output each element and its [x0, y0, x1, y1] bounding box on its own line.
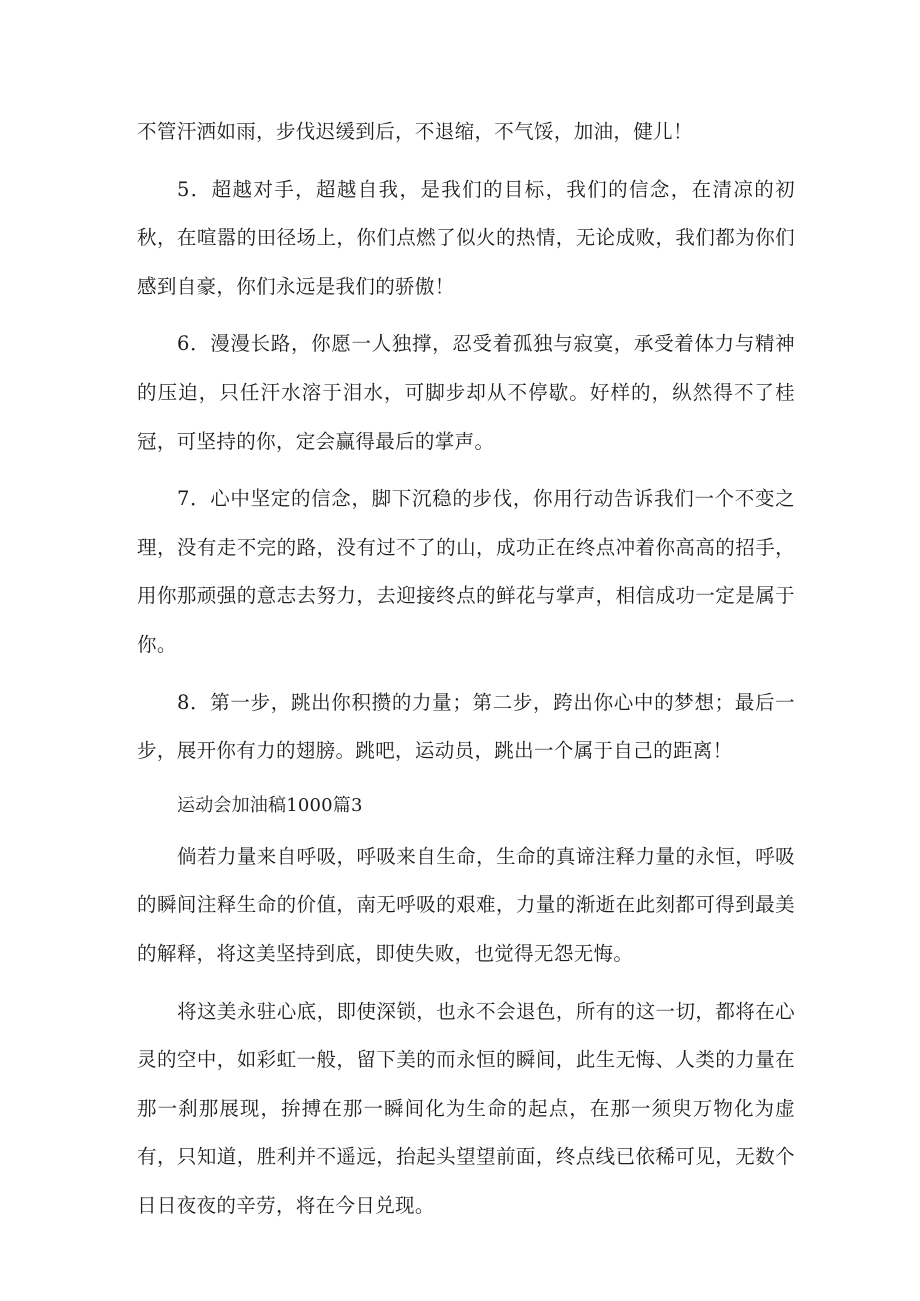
paragraph-section3-2: 将这美永驻心底，即使深锁，也永不会退色，所有的这一切，都将在心灵的空中，如彩虹一般，留下美的而永恒的瞬间，此生无悔、人类的力量在那一刹那展现，拚搏在那一瞬间化为生命的起点，在那一须臾万物化为虚有，只知道，胜利并不遥远，抬起头望望前面，终点线已依稀可见，无数个日日夜夜的辛劳，将在今日兑现。	[137, 999, 795, 1217]
paragraph-continuation: 不管汗洒如雨，步伐迟缓到后，不退缩，不气馁，加油，健儿！	[137, 120, 693, 143]
paragraph-item-8: 8．第一步，跳出你积攒的力量；第二步，跨出你心中的梦想；最后一步，展开你有力的翅膀。跳吧，运动员，跳出一个属于自己的距离！	[137, 690, 795, 763]
paragraph-item-6: 6．漫漫长路，你愿一人独撑，忍受着孤独与寂寞，承受着体力与精神的压迫，只任汗水溶于泪水，可脚步却从不停歇。好样的，纵然得不了桂冠，可坚持的你，定会赢得最后的掌声。	[137, 332, 795, 453]
document-body	[137, 108, 795, 1239]
paragraph-item-5: 5．超越对手，超越自我，是我们的目标，我们的信念，在清凉的初秋，在喧嚣的田径场上，你们点燃了似火的热情，无论成败，我们都为你们感到自豪，你们永远是我们的骄傲！	[137, 177, 795, 298]
paragraph-section3-1: 倘若力量来自呼吸，呼吸来自生命，生命的真谛注释力量的永恒，呼吸的瞬间注释生命的价值，南无呼吸的艰难，力量的渐逝在此刻都可得到最美的解释，将这美坚持到底，即使失败，也觉得无怨无悔。	[137, 844, 795, 965]
paragraph-item-7: 7．心中坚定的信念，脚下沉稳的步伐，你用行动告诉我们一个不变之理，没有走不完的路，没有过不了的山，成功正在终点冲着你高高的招手，用你那顽强的意志去努力，去迎接终点的鲜花与掌声，相信成功一定是属于你。	[137, 487, 795, 656]
section-heading: 运动会加油稿1000篇3	[177, 794, 363, 816]
